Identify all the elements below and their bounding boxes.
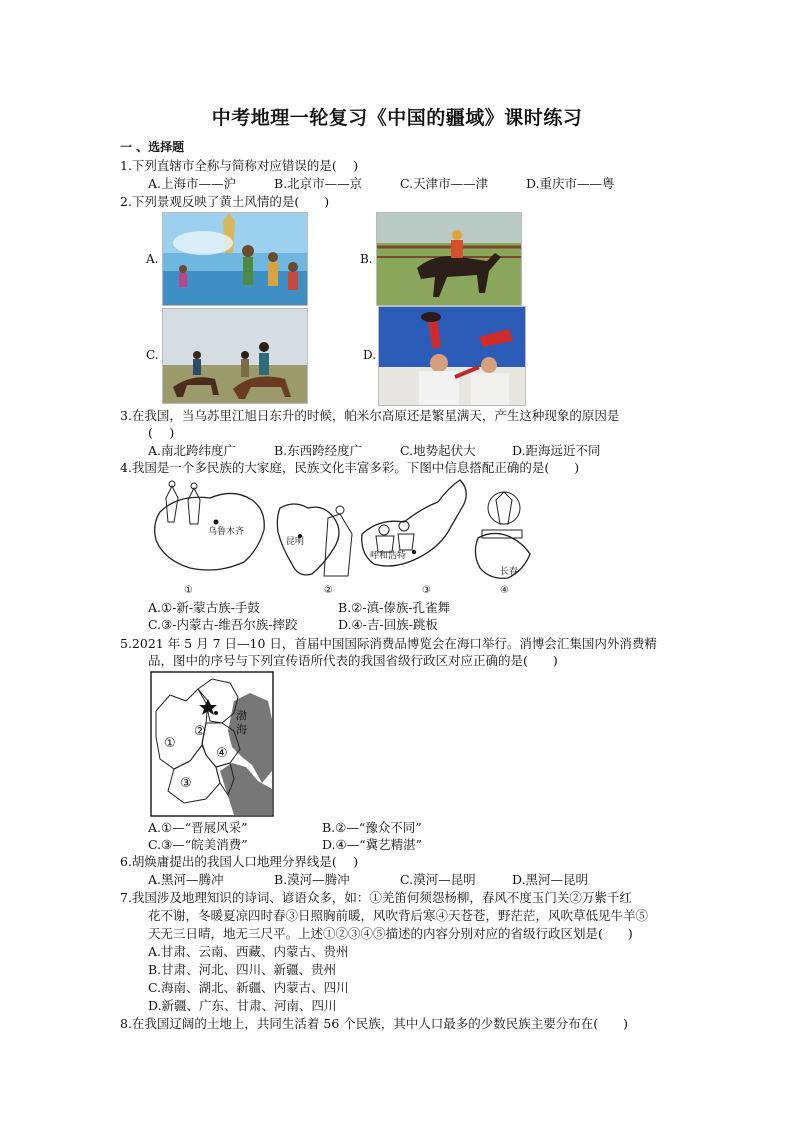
q5-map-bohai-1: 渤 bbox=[236, 709, 247, 722]
q4-option-a[interactable]: A.①-新-蒙古族-手鼓 bbox=[148, 600, 260, 615]
q4-num-1: ① bbox=[184, 585, 193, 596]
q6-option-a[interactable]: A.黑河—腾冲 bbox=[148, 872, 224, 887]
q4-num-2: ② bbox=[324, 585, 333, 596]
q5-map-num-1: ① bbox=[164, 736, 176, 751]
question-8-stem: 8.在我国辽阔的土地上，共同生活着 56 个民族，其中人口最多的少数民族主要分布在( ) bbox=[120, 1016, 629, 1031]
q3-option-a[interactable]: A.南北跨纬度广 bbox=[148, 443, 237, 458]
q2-photo-a-water-festival[interactable] bbox=[162, 212, 308, 306]
page-title: 中考地理一轮复习《中国的疆域》课时练习 bbox=[211, 107, 583, 129]
question-7-stem-line3: 天无三日晴，地无三尺平。上述①②③④⑤描述的内容分别对应的省级行政区划是( ) bbox=[148, 926, 633, 941]
q2-photo-d-suona-players[interactable] bbox=[378, 306, 526, 406]
q4-ethnic-culture-maps bbox=[148, 478, 538, 596]
q7-option-a[interactable]: A.甘肃、云南、西藏、内蒙古、贵州 bbox=[148, 944, 349, 959]
q7-option-b[interactable]: B.甘肃、河北、四川、新疆、贵州 bbox=[148, 962, 337, 977]
q4-option-b[interactable]: B.②-滇-傣族-孔雀舞 bbox=[338, 600, 451, 615]
q1-option-b[interactable]: B.北京市——京 bbox=[274, 176, 363, 191]
q5-map-bohai-2: 海 bbox=[236, 723, 247, 736]
question-3-stem-paren: ( ) bbox=[148, 425, 175, 440]
question-3-stem: 3.在我国，当乌苏里江旭日东升的时候，帕米尔高原还是繁星满天，产生这种现象的原因是 bbox=[120, 408, 620, 423]
q7-option-d[interactable]: D.新疆、广东、甘肃、河南、四川 bbox=[148, 998, 337, 1013]
question-2-stem: 2.下列景观反映了黄土风情的是( ) bbox=[120, 194, 330, 209]
q3-option-d[interactable]: D.距海远近不同 bbox=[512, 443, 601, 458]
q2-label-c: C. bbox=[146, 348, 159, 362]
q3-option-b[interactable]: B.东西跨经度广 bbox=[274, 443, 363, 458]
q7-option-c[interactable]: C.海南、湖北、新疆、内蒙古、四川 bbox=[148, 980, 349, 995]
question-1-stem: 1.下列直辖市全称与简称对应错误的是( ) bbox=[120, 158, 359, 173]
q5-map-num-3: ③ bbox=[180, 776, 192, 791]
q4-map-label-urumqi: 乌鲁木齐 bbox=[208, 527, 245, 537]
q5-province-map bbox=[150, 671, 274, 817]
question-6-stem: 6.胡焕庸提出的我国人口地理分界线是( ) bbox=[120, 854, 359, 869]
q3-option-c[interactable]: C.地势起伏大 bbox=[400, 443, 476, 458]
q5-option-a[interactable]: A.①—“晋展风采” bbox=[148, 820, 248, 835]
question-4-stem: 4.我国是一个多民族的大家庭，民族文化丰富多彩。下图中信息搭配正确的是( ) bbox=[120, 460, 580, 475]
q4-map-label-hohhot: 呼和浩特 bbox=[370, 551, 407, 561]
q6-option-d[interactable]: D.黑河—昆明 bbox=[512, 872, 589, 887]
question-5-stem: 5.2021 年 5 月 7 日—10 日，首届中国国际消费品博览会在海口举行。消博会汇集国内外消费精 bbox=[120, 636, 657, 651]
q5-map-num-2: ② bbox=[194, 724, 206, 739]
q5-option-d[interactable]: D.④—“冀艺精湛” bbox=[322, 837, 423, 852]
q4-option-d[interactable]: D.④-吉-回族-跳板 bbox=[338, 617, 438, 632]
q4-map-label-kunming: 昆明 bbox=[286, 537, 305, 547]
q2-photo-c-grassland-riders[interactable] bbox=[162, 308, 308, 404]
q5-option-b[interactable]: B.②—“豫众不同” bbox=[322, 820, 422, 835]
section-heading: 一 、选择题 bbox=[120, 140, 185, 154]
q6-option-c[interactable]: C.漠河—昆明 bbox=[400, 872, 476, 887]
q2-label-d: D. bbox=[363, 348, 377, 362]
q6-option-b[interactable]: B.漠河—腾冲 bbox=[274, 872, 350, 887]
q1-option-c[interactable]: C.天津市——津 bbox=[400, 176, 489, 191]
q4-num-3: ③ bbox=[422, 585, 431, 596]
question-5-stem-line2: 品，图中的序号与下列宣传语所代表的我国省级行政区对应正确的是( ) bbox=[148, 653, 558, 668]
question-7-stem-line1: 7.我国涉及地理知识的诗词、谚语众多，如：①羌笛何须怨杨柳，春风不度玉门关②万紫千红 bbox=[120, 890, 632, 905]
q5-map-num-4: ④ bbox=[216, 746, 228, 761]
q1-option-a[interactable]: A.上海市——沪 bbox=[148, 176, 237, 191]
q2-label-a: A. bbox=[146, 252, 159, 266]
question-7-stem-line2: 花不谢，冬暖夏凉四时春③日照胸前暖，风吹背后寒④天苍苍，野茫茫，风吹草低见牛羊⑤ bbox=[148, 908, 649, 923]
q2-photo-b-horse-racing[interactable] bbox=[376, 212, 522, 306]
q5-option-c[interactable]: C.③—“皖美消费” bbox=[148, 837, 248, 852]
q2-label-b: B. bbox=[360, 252, 373, 266]
q4-num-4: ④ bbox=[500, 585, 509, 596]
q4-map-label-changchun: 长春 bbox=[500, 567, 519, 577]
q1-option-d[interactable]: D.重庆市——粤 bbox=[526, 176, 615, 191]
q4-option-c[interactable]: C.③-内蒙古-维吾尔族-摔跤 bbox=[148, 617, 298, 632]
